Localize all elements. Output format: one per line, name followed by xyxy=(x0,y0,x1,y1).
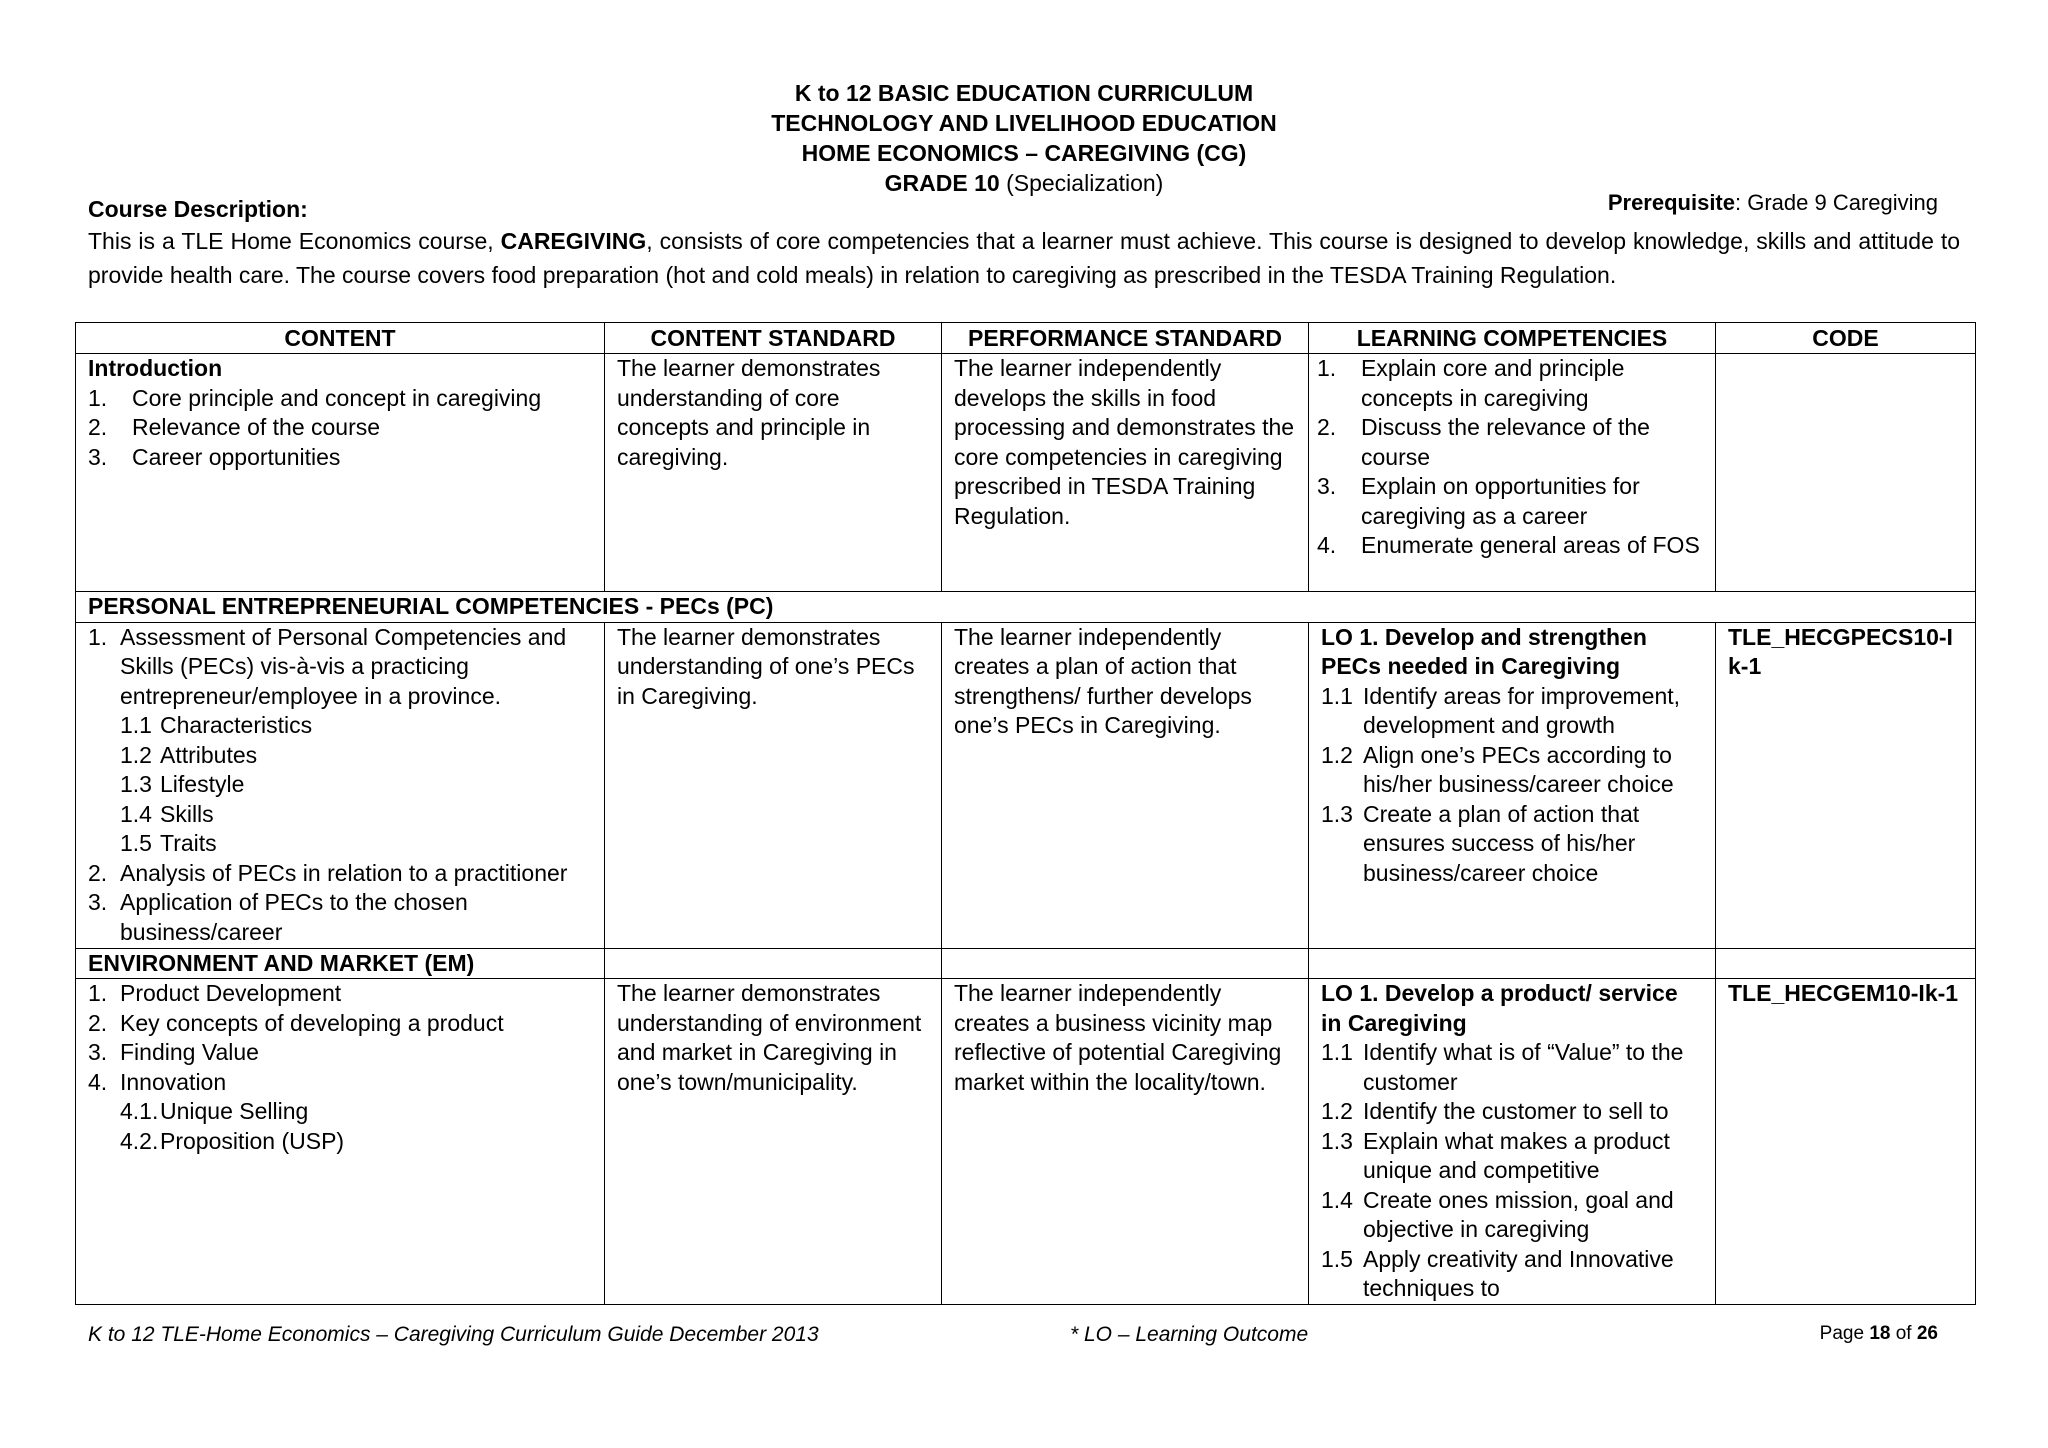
list-item xyxy=(88,1068,592,1098)
list-item-number: 2. xyxy=(88,1009,108,1036)
em-content-standard: The learner demonstrates understanding of environment and market in Caregiving in one’s town/municipality. xyxy=(605,979,942,1305)
list-item-text: Create a plan of action that ensures success of his/her business/career choice xyxy=(1363,800,1640,886)
list-item-text: Characteristics xyxy=(160,712,313,738)
list-item xyxy=(1317,413,1703,472)
section-row-em xyxy=(76,948,1976,979)
intro-content-cell xyxy=(76,354,605,592)
footer-lo-note: * LO – Learning Outcome xyxy=(1070,1323,1309,1346)
list-item xyxy=(1321,800,1703,889)
list-item xyxy=(88,800,592,830)
intro-title: Introduction xyxy=(88,355,223,381)
list-item xyxy=(1317,531,1703,561)
list-item xyxy=(1321,1245,1703,1304)
em-competencies-list xyxy=(1321,1038,1703,1304)
list-item-number: 1.2 xyxy=(120,741,152,768)
list-item xyxy=(1321,741,1703,800)
em-section-empty-2 xyxy=(942,948,1309,979)
list-item-number: 1.4 xyxy=(120,800,152,827)
prerequisite-value: : Grade 9 Caregiving xyxy=(1735,190,1938,215)
table-header-row xyxy=(76,323,1976,354)
list-item xyxy=(88,1097,592,1127)
pecs-content-standard: The learner demonstrates understanding of one’s PECs in Caregiving. xyxy=(605,622,942,948)
list-item-text: Explain on opportunities for caregiving as a career xyxy=(1361,473,1640,529)
list-item-text: Application of PECs to the chosen business/career xyxy=(120,889,468,945)
list-item-number: 1.4 xyxy=(1321,1186,1353,1213)
list-item xyxy=(88,443,592,473)
list-item-number: 3. xyxy=(88,889,108,915)
list-item-text: Explain what makes a product unique and competitive xyxy=(1363,1127,1670,1183)
header-line-2: TECHNOLOGY AND LIVELIHOOD EDUCATION xyxy=(771,110,1277,136)
em-section-title: ENVIRONMENT AND MARKET (EM) xyxy=(76,948,605,979)
list-item-text: Align one’s PECs according to his/her business/career choice xyxy=(1363,741,1674,797)
header-learning-competencies: LEARNING COMPETENCIES xyxy=(1309,323,1716,354)
course-description xyxy=(88,224,1960,292)
header-code: CODE xyxy=(1716,323,1976,354)
list-item-text: Enumerate general areas of FOS xyxy=(1361,532,1700,558)
em-section-empty-1 xyxy=(605,948,942,979)
page-of: of xyxy=(1890,1323,1917,1344)
list-item-number: 1.1 xyxy=(1321,1039,1353,1065)
list-item-text: Unique Selling xyxy=(160,1098,309,1124)
page-current: 18 xyxy=(1869,1323,1891,1344)
list-item-text: Skills xyxy=(160,800,214,827)
list-item-text: Key concepts of developing a product xyxy=(120,1009,504,1036)
pecs-competencies-cell xyxy=(1309,622,1716,948)
list-item-text: Identify areas for improvement, development and growth xyxy=(1363,682,1681,738)
list-item xyxy=(1321,1186,1703,1245)
description-part-2: , consists of core competencies that a learner must achieve. This course is designed to develop knowledge, skills and attitude to provide health care. The course covers food preparation (hot and cold meals) in relation to caregiving as prescribed in the TESDA Training Regulation. xyxy=(88,228,1960,288)
list-item xyxy=(88,829,592,859)
header-line-1: K to 12 BASIC EDUCATION CURRICULUM xyxy=(794,80,1254,106)
intro-content-list xyxy=(88,384,592,473)
list-item-text: Discuss the relevance of the course xyxy=(1361,414,1650,470)
pecs-code: TLE_HECGPECS10-Ik-1 xyxy=(1716,622,1976,948)
list-item xyxy=(88,1009,592,1039)
em-section-empty-4 xyxy=(1716,948,1976,979)
list-item-text: Innovation xyxy=(120,1068,227,1095)
list-item-number: 4.1. xyxy=(120,1098,159,1124)
course-description-label: Course Description: xyxy=(88,196,308,222)
list-item xyxy=(88,859,592,889)
list-item-number: 4. xyxy=(1317,532,1337,558)
list-item-number: 1.3 xyxy=(1321,800,1353,827)
list-item-text: Traits xyxy=(160,830,217,856)
list-item xyxy=(88,384,592,414)
list-item-text: Relevance of the course xyxy=(132,414,381,440)
intro-content-standard: The learner demonstrates understanding of core concepts and principle in caregiving. xyxy=(605,354,942,592)
grade-label: GRADE 10 xyxy=(884,170,1000,196)
list-item-text: Analysis of PECs in relation to a practitioner xyxy=(120,859,568,886)
page-total: 26 xyxy=(1916,1323,1938,1344)
list-item xyxy=(88,1038,592,1068)
list-item xyxy=(1317,354,1703,413)
document-header xyxy=(0,78,2048,198)
em-lo-title: LO 1. Develop a product/ service in Caregiving xyxy=(1321,980,1678,1036)
list-item-number: 1. xyxy=(88,980,108,1006)
section-row-pecs xyxy=(76,592,1976,623)
list-item xyxy=(88,711,592,741)
list-item-text: Lifestyle xyxy=(160,771,245,797)
list-item xyxy=(1317,472,1703,531)
list-item-text: Product Development xyxy=(120,980,342,1006)
pecs-performance-standard: The learner independently creates a plan of action that strengthens/ further develops one’s PECs in Caregiving. xyxy=(942,622,1309,948)
intro-code xyxy=(1716,354,1976,592)
list-item-text: Proposition (USP) xyxy=(160,1127,345,1154)
list-item-number: 1.3 xyxy=(1321,1127,1353,1154)
list-item-number: 1.2 xyxy=(1321,741,1353,768)
list-item-text: Assessment of Personal Competencies and Skills (PECs) vis-à-vis a practicing entrepreneur/employee in a province. xyxy=(120,623,567,709)
description-bold: CAREGIVING xyxy=(500,228,647,254)
header-content-standard: CONTENT STANDARD xyxy=(605,323,942,354)
list-item-text: Attributes xyxy=(160,741,258,768)
grade-note: (Specialization) xyxy=(1006,170,1164,196)
pecs-section-title: PERSONAL ENTREPRENEURIAL COMPETENCIES - PECs (PC) xyxy=(76,592,1976,623)
list-item-number: 1.5 xyxy=(120,830,152,856)
list-item-text: Apply creativity and Innovative techniques to xyxy=(1363,1245,1674,1301)
list-item-number: 2. xyxy=(88,859,108,886)
page-prefix: Page xyxy=(1819,1323,1870,1344)
list-item xyxy=(88,979,592,1009)
list-item-number: 1. xyxy=(88,623,108,650)
list-item-text: Finding Value xyxy=(120,1039,259,1065)
pecs-competencies-list xyxy=(1321,682,1703,889)
intro-performance-standard: The learner independently develops the skills in food processing and demonstrates the core competencies in caregiving prescribed in TESDA Training Regulation. xyxy=(942,354,1309,592)
pecs-content-cell xyxy=(76,622,605,948)
em-section-empty-3 xyxy=(1309,948,1716,979)
list-item-number: 4.2. xyxy=(120,1127,159,1154)
description-part-1: This is a TLE Home Economics course, xyxy=(88,228,501,254)
pecs-lo-title: LO 1. Develop and strengthen PECs needed in Caregiving xyxy=(1321,623,1647,679)
curriculum-table xyxy=(75,322,1976,1305)
pecs-content-list xyxy=(88,623,592,948)
list-item-text: Create ones mission, goal and objective in caregiving xyxy=(1363,1186,1674,1242)
table-row-em xyxy=(76,979,1976,1305)
list-item-number: 4. xyxy=(88,1068,108,1095)
list-item-text: Core principle and concept in caregiving xyxy=(132,384,542,411)
list-item-number: 3. xyxy=(88,1039,108,1065)
list-item xyxy=(1321,1127,1703,1186)
list-item-number: 1. xyxy=(1317,355,1337,381)
list-item-number: 2. xyxy=(1317,414,1337,440)
list-item xyxy=(1321,1097,1703,1127)
list-item-number: 1.1 xyxy=(120,712,152,738)
footer-page-number xyxy=(1820,1323,1938,1345)
em-performance-standard: The learner independently creates a business vicinity map reflective of potential Caregiving market within the locality/town. xyxy=(942,979,1309,1305)
prerequisite xyxy=(1608,190,1938,216)
list-item xyxy=(1321,1038,1703,1097)
list-item-number: 1.5 xyxy=(1321,1245,1353,1272)
list-item-text: Career opportunities xyxy=(132,443,341,470)
em-code: TLE_HECGEM10-Ik-1 xyxy=(1716,979,1976,1305)
list-item-number: 3. xyxy=(88,443,108,470)
em-content-cell xyxy=(76,979,605,1305)
table-row-introduction xyxy=(76,354,1976,592)
header-line-3: HOME ECONOMICS – CAREGIVING (CG) xyxy=(801,140,1247,166)
list-item xyxy=(88,1127,592,1157)
list-item-number: 2. xyxy=(88,414,108,440)
header-content: CONTENT xyxy=(76,323,605,354)
list-item xyxy=(88,888,592,947)
intro-competencies-cell xyxy=(1309,354,1716,592)
list-item xyxy=(88,741,592,771)
list-item-text: Identify what is of “Value” to the customer xyxy=(1363,1039,1684,1095)
list-item-number: 1.2 xyxy=(1321,1098,1353,1124)
list-item-text: Explain core and principle concepts in caregiving xyxy=(1361,355,1625,411)
intro-competencies-list xyxy=(1317,354,1703,561)
prerequisite-label: Prerequisite xyxy=(1607,190,1735,215)
list-item-number: 1.1 xyxy=(1321,682,1353,709)
header-performance-standard: PERFORMANCE STANDARD xyxy=(942,323,1309,354)
list-item xyxy=(88,623,592,712)
em-content-list xyxy=(88,979,592,1156)
list-item-number: 1. xyxy=(88,384,108,411)
list-item-number: 3. xyxy=(1317,473,1337,499)
list-item xyxy=(88,413,592,443)
table-row-pecs xyxy=(76,622,1976,948)
em-competencies-cell xyxy=(1309,979,1716,1305)
list-item xyxy=(1321,682,1703,741)
list-item xyxy=(88,770,592,800)
footer-guide-title: K to 12 TLE-Home Economics – Caregiving Curriculum Guide December 2013 xyxy=(88,1323,819,1346)
list-item-number: 1.3 xyxy=(120,771,152,797)
list-item-text: Identify the customer to sell to xyxy=(1363,1098,1669,1124)
